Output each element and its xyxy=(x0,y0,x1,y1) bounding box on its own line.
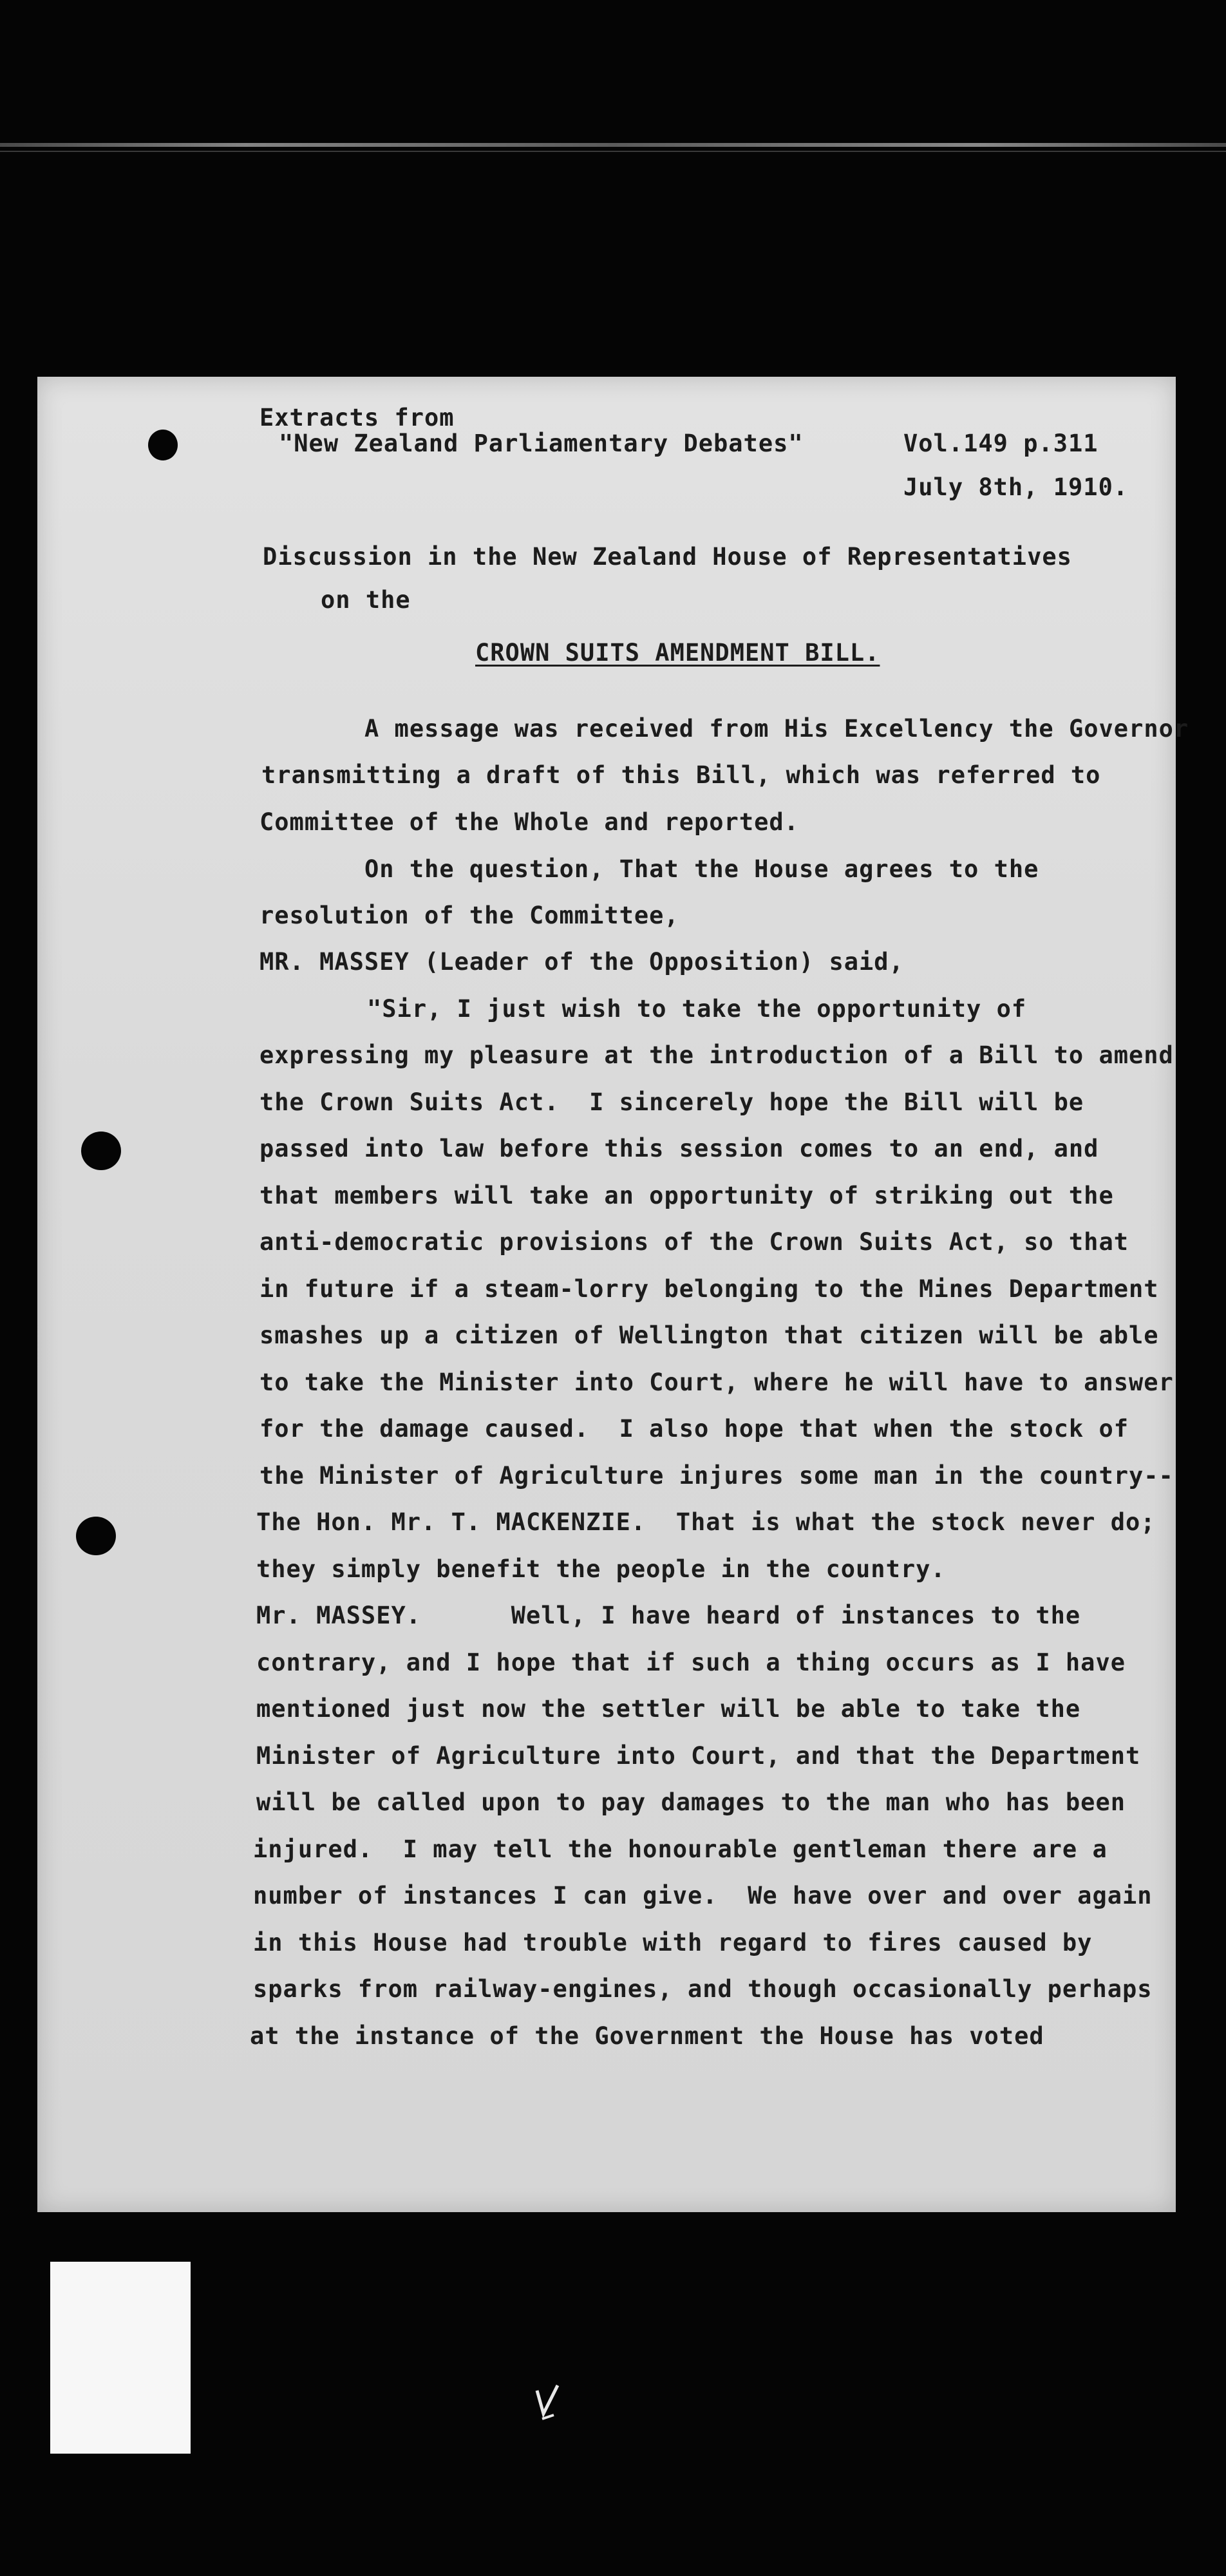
body-line: number of instances I can give. We have over and over again xyxy=(253,1882,1153,1909)
intro-line: Discussion in the New Zealand House of Representatives xyxy=(263,543,1072,571)
body-line: contrary, and I hope that if such a thing occurs as I have xyxy=(256,1649,1126,1676)
document-page xyxy=(37,377,1189,2212)
body-line: for the damage caused. I also hope that when the stock of xyxy=(259,1415,1129,1443)
body-line: passed into law before this session comes to an end, and xyxy=(259,1135,1099,1162)
body-line: A message was received from His Excellency the Governor xyxy=(364,715,1189,743)
body-line: that members will take an opportunity of striking out the xyxy=(259,1182,1114,1209)
film-edge-line xyxy=(0,151,1226,152)
bill-title: CROWN SUITS AMENDMENT BILL. xyxy=(475,639,880,667)
body-line: Minister of Agriculture into Court, and that the Department xyxy=(256,1742,1141,1770)
body-line: smashes up a citizen of Wellington that citizen will be able xyxy=(259,1321,1159,1349)
body-line: injured. I may tell the honourable gentleman there are a xyxy=(253,1835,1108,1863)
body-line: mentioned just now the settler will be able to take the xyxy=(256,1695,1081,1723)
speaker-line: MR. MASSEY (Leader of the Opposition) said, xyxy=(259,948,904,976)
film-target-card xyxy=(50,2262,191,2454)
body-line: in this House had trouble with regard to fires caused by xyxy=(253,1929,1093,1956)
body-line: expressing my pleasure at the introduction of a Bill to amend xyxy=(259,1041,1174,1069)
punch-hole-middle xyxy=(81,1132,121,1170)
body-line: resolution of the Committee, xyxy=(259,902,679,929)
body-line: will be called upon to pay damages to the man who has been xyxy=(256,1788,1126,1816)
speaker-line: The Hon. Mr. T. MACKENZIE. That is what the stock never do; xyxy=(256,1508,1156,1536)
body-line: in future if a steam-lorry belonging to the Mines Department xyxy=(259,1275,1159,1303)
speaker-line: Mr. MASSEY. Well, I have heard of instances to the xyxy=(256,1602,1081,1629)
header-source-title: "New Zealand Parliamentary Debates" xyxy=(279,430,804,457)
header-volume: Vol.149 p.311 xyxy=(903,430,1099,457)
body-line: to take the Minister into Court, where he will have to answer xyxy=(259,1368,1174,1396)
film-edge xyxy=(0,143,1226,147)
frame-check-mark xyxy=(528,2376,567,2428)
body-line: On the question, That the House agrees to the xyxy=(364,855,1039,883)
header-date: July 8th, 1910. xyxy=(903,473,1129,501)
header-extracts-label: Extracts from xyxy=(259,404,455,431)
punch-hole-top xyxy=(148,430,178,460)
body-line: at the instance of the Government the House has voted xyxy=(250,2022,1044,2050)
intro-on-the: on the xyxy=(321,586,411,614)
punch-hole-bottom xyxy=(76,1517,116,1555)
body-line: "Sir, I just wish to take the opportunity of xyxy=(367,995,1027,1023)
body-line: sparks from railway-engines, and though occasionally perhaps xyxy=(253,1975,1153,2003)
body-line: the Minister of Agriculture injures some man in the country-- xyxy=(259,1462,1174,1490)
body-line: they simply benefit the people in the country. xyxy=(256,1555,946,1583)
body-line: anti-democratic provisions of the Crown Suits Act, so that xyxy=(259,1228,1129,1256)
body-line: Committee of the Whole and reported. xyxy=(259,808,799,836)
body-line: transmitting a draft of this Bill, which was referred to xyxy=(261,761,1101,789)
body-line: the Crown Suits Act. I sincerely hope the Bill will be xyxy=(259,1088,1084,1116)
